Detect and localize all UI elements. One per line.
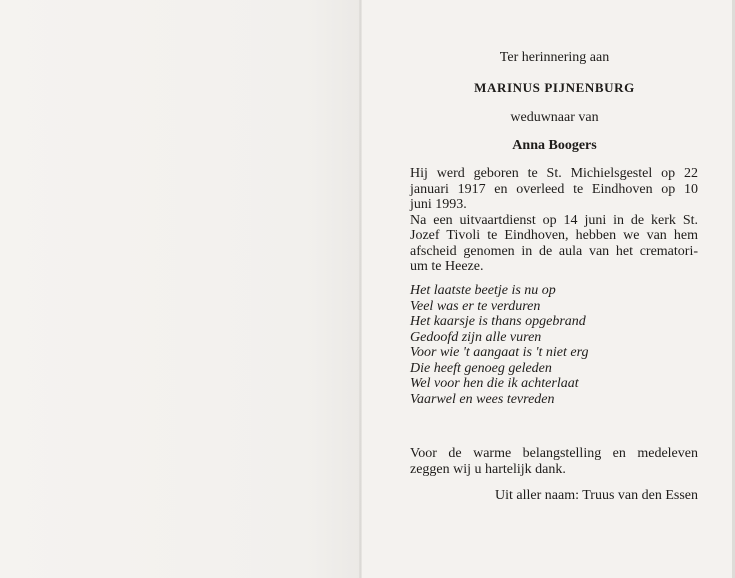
poem-line: Die heeft genoeg geleden xyxy=(410,360,552,376)
thanks-text xyxy=(410,446,698,477)
bio-line: Na een uitvaartdienst op 14 juni in de kerk St. xyxy=(410,212,698,228)
deceased-name: MARINUS PIJNENBURG xyxy=(474,80,635,95)
poem xyxy=(410,283,698,407)
poem-line: Gedoofd zijn alle vuren xyxy=(410,329,542,345)
poem-line: Vaarwel en wees tevreden xyxy=(410,391,555,407)
signature: Uit aller naam: Truus van den Essen xyxy=(495,488,698,503)
poem-line: Voor wie 't aangaat is 't niet erg xyxy=(410,345,589,360)
poem-line: Veel was er te verduren xyxy=(410,298,541,314)
bio-line: juni 1993. xyxy=(410,197,467,212)
spouse-name: Anna Boogers xyxy=(512,138,597,153)
blank-left-page xyxy=(0,0,360,578)
bio-line: januari 1917 en overleed te Eindhoven op 10 xyxy=(410,181,698,197)
thanks-line: Voor de warme belangstelling en medeleven xyxy=(410,446,698,461)
relation-text: weduwnaar van xyxy=(510,110,599,125)
poem-line: Wel voor hen die ik achterlaat xyxy=(410,376,579,391)
biography xyxy=(410,166,698,275)
header-text: Ter herinnering aan xyxy=(499,50,610,65)
poem-line: Het laatste beetje is nu op xyxy=(410,283,556,298)
bio-line: afscheid genomen in de aula van het crematori- xyxy=(410,243,698,259)
bio-line: Jozef Tivoli te Eindhoven, hebben we van hem xyxy=(410,228,698,243)
thanks-line: zeggen wij u hartelijk dank. xyxy=(410,461,566,477)
bio-line: um te Heeze. xyxy=(410,259,484,274)
poem-line: Het kaarsje is thans opgebrand xyxy=(410,314,586,329)
bio-line: Hij werd geboren te St. Michielsgestel op 22 xyxy=(410,166,698,181)
